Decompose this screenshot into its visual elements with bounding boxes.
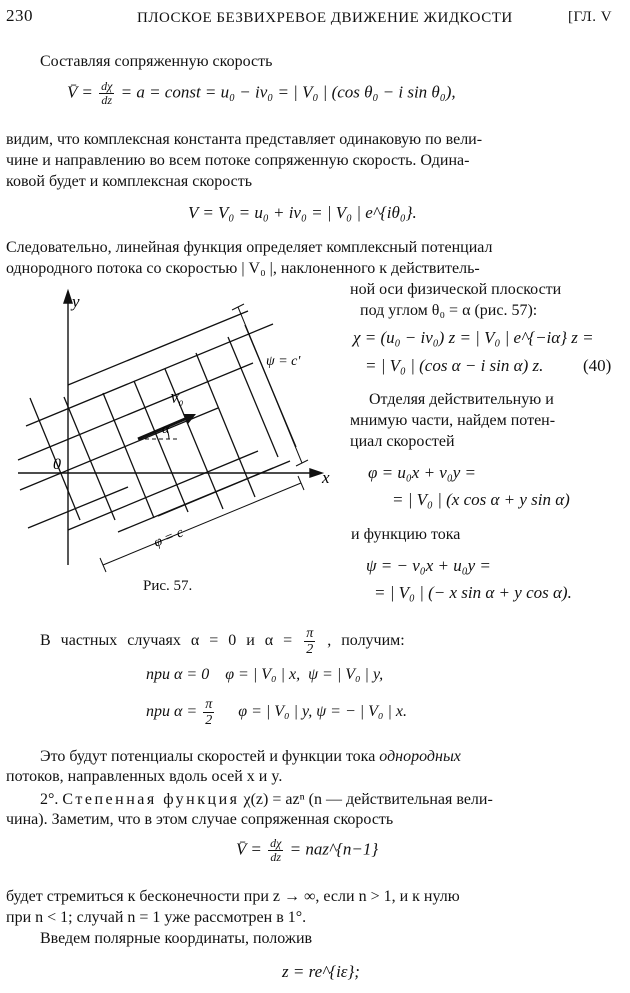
label-x: x [322, 468, 330, 487]
equation-polar: z = re^{iε}; [282, 962, 360, 981]
equation-40-line-2: = | V₀ | (cos α − i sin α) z. [365, 356, 544, 375]
eq6-frac-num: dχ [270, 836, 282, 850]
paragraph-8-line-1 [40, 790, 493, 810]
paragraph-3-line-4: под углом θ₀ = α (рис. 57): [360, 302, 538, 319]
paragraph-8-line-2: чина). Заметим, что в этом случае сопряженная скорость [6, 811, 394, 828]
p8-l1-b: Степенная функция [62, 791, 240, 808]
label-origin: 0 [53, 456, 61, 473]
eq1-fraction [99, 80, 114, 107]
chapter-label: [ГЛ. V [568, 9, 613, 25]
p7-l1-b: однородных [379, 748, 461, 765]
label-phi-const: φ = c [151, 525, 186, 551]
equation-number-40: (40) [583, 356, 612, 375]
paragraph-2-line-1: видим, что комплексная константа представляет одинаковую по вели- [6, 131, 483, 148]
label-v0: V₀ [170, 392, 184, 407]
eq6-rhs: = naz^{n−1} [289, 839, 379, 859]
paragraph-3-line-3: ной оси физической плоскости [350, 281, 562, 298]
paragraph-3-line-2: однородного потока со скоростью | V₀ |, наклоненного к действитель- [6, 260, 480, 277]
paragraph-2-line-2: чине и направлению во всем потоке сопряженную скорость. Одина- [6, 152, 470, 169]
eq6-fraction [268, 837, 283, 864]
paragraph-5: и функцию тока [351, 526, 461, 543]
paragraph-7-line-1 [40, 747, 461, 767]
p6-fraction [304, 626, 315, 657]
paragraph-4-line-3: циал скоростей [350, 433, 455, 450]
eq1-lhs: V̄ = [67, 82, 93, 102]
equation-potential-line-2: = | V₀ | (x cos α + y sin α) [392, 490, 570, 509]
case2-post: φ = | V₀ | y, ψ = − | V₀ | x. [238, 703, 407, 721]
running-title: ПЛОСКОЕ БЕЗВИХРЕВОЕ ДВИЖЕНИЕ ЖИДКОСТИ [137, 10, 513, 26]
eq6-lhs: V̄ = [236, 839, 262, 859]
p6-frac-den: 2 [306, 642, 314, 657]
equation-complex-velocity: V = V₀ = u₀ + iv₀ = | V₀ | e^{iθ₀}. [188, 203, 417, 222]
equation-power-conjugate [236, 837, 378, 864]
y-axis-arrow-icon [64, 291, 72, 303]
label-y: y [72, 292, 80, 311]
equation-40-line-1: χ = (u₀ − iv₀) z = | V₀ | e^{−iα} z = [353, 328, 594, 347]
paragraph-7-line-2: потоков, направленных вдоль осей x и y. [6, 768, 283, 785]
p6-frac-num: π [306, 626, 314, 641]
page-number: 230 [6, 6, 33, 25]
case-alpha-half-pi [146, 697, 407, 728]
dimension-marks [100, 304, 308, 572]
p6-post: , получим: [327, 632, 405, 650]
case2-frac-num: π [205, 697, 213, 712]
paragraph-1: Составляя сопряженную скорость [40, 53, 273, 70]
paragraph-4-line-1: Отделяя действительную и [369, 391, 554, 408]
label-psi-const: ψ = c' [266, 354, 301, 369]
equation-stream-line-2: = | V₀ | (− x sin α + y cos α). [374, 583, 572, 602]
paragraph-2-line-3: ковой будет и комплексная скорость [6, 173, 253, 190]
equation-conjugate-velocity [67, 80, 456, 107]
case2-frac-den: 2 [205, 713, 213, 728]
p8-l1-c: χ(z) = azⁿ (n — действительная вели- [239, 791, 493, 808]
x-axis-arrow-icon [310, 469, 322, 477]
paragraph-9-line-1: будет стремиться к бесконечности при z → ∞, если n > 1, и к нулю [6, 888, 460, 905]
paragraph-4-line-2: мнимую части, найдем потен- [350, 412, 556, 429]
case2-pre: при α = [146, 703, 198, 721]
figure-caption: Рис. 57. [143, 578, 193, 594]
grid-lines [18, 311, 296, 532]
equation-potential-line-1: φ = u₀x + v₀y = [368, 463, 477, 482]
case-alpha-zero: при α = 0 φ = | V₀ | x, ψ = | V₀ | y, [146, 666, 384, 683]
p8-l1-a: 2°. [40, 791, 63, 808]
label-alpha: α [162, 422, 170, 437]
p7-l1-a: Это будут потенциалы скоростей и функции тока [40, 748, 380, 765]
paragraph-10: Введем полярные координаты, положив [40, 930, 313, 947]
figure-57 [8, 285, 348, 575]
eq1-frac-num: dχ [101, 79, 113, 93]
paragraph-3-line-1: Следовательно, линейная функция определяет комплексный потенциал [6, 239, 493, 256]
p6-pre: В частных случаях α = 0 и α = [40, 632, 293, 650]
equation-stream-line-1: ψ = − v₀x + u₀y = [366, 556, 491, 575]
case2-fraction [203, 697, 214, 728]
eq6-frac-den: dz [270, 850, 282, 864]
eq1-frac-den: dz [101, 93, 113, 107]
paragraph-6 [40, 626, 405, 657]
eq1-rhs: = a = const = u₀ − iv₀ = | V₀ | (cos θ₀ − i sin θ₀), [120, 82, 456, 102]
paragraph-9-line-2: при n < 1; случай n = 1 уже рассмотрен в 1°. [6, 909, 307, 926]
